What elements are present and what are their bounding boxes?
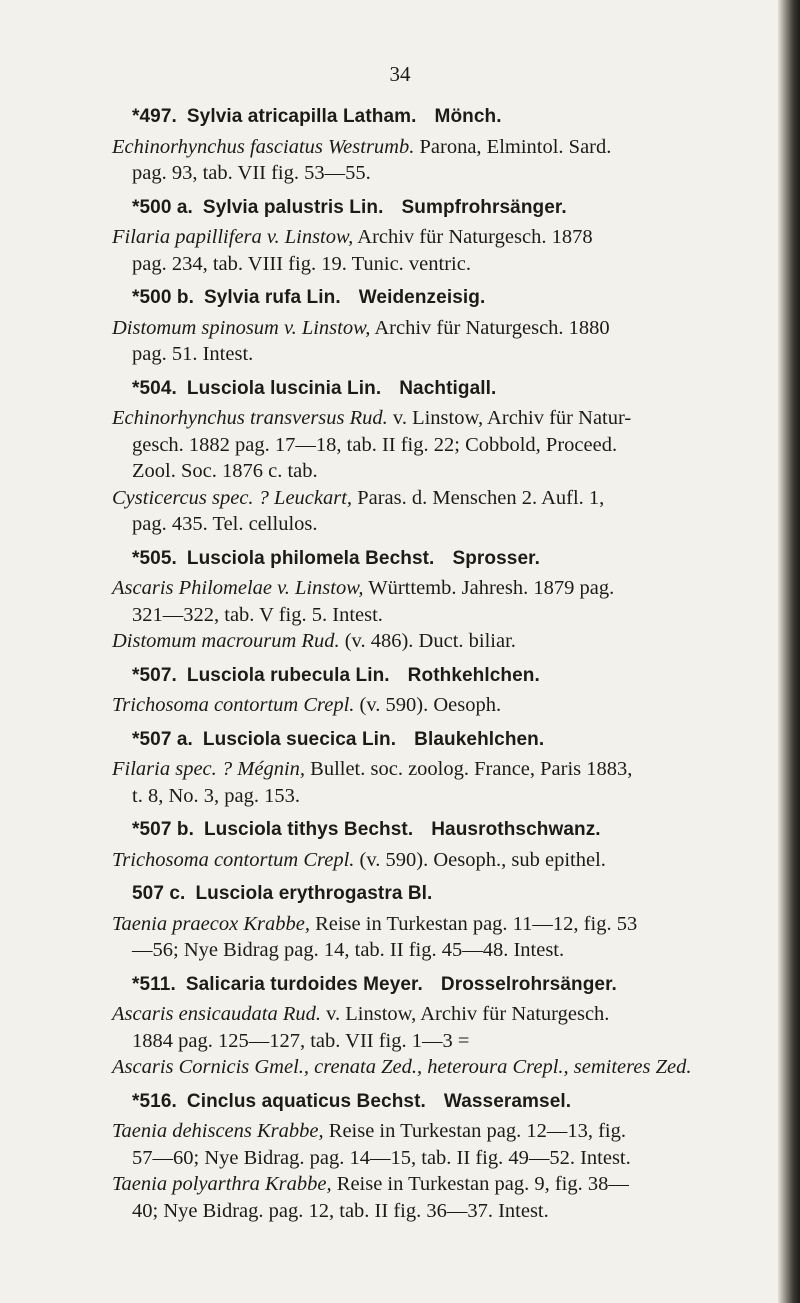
species-entry: [112, 285, 772, 368]
parasite-taxon: Echinorhynchus transversus Rud.: [112, 407, 388, 429]
citation-line: [112, 315, 772, 342]
citation-line: [112, 911, 772, 938]
entry-number: *500 a.: [132, 196, 193, 218]
citation-line: [112, 1054, 772, 1081]
entry-heading: [112, 376, 772, 403]
host-species: Lusciola philomela Bechst.: [186, 547, 435, 569]
species-entry: [112, 376, 772, 538]
parasite-taxon: Filaria papillifera v. Linstow,: [112, 226, 354, 248]
parasite-taxon: Trichosoma contortum Crepl.: [112, 694, 355, 716]
species-entry: [112, 663, 772, 719]
parasite-taxon: Taenia praecox Krabbe,: [112, 912, 310, 935]
parasite-taxon: Distomum macrourum Rud.: [112, 630, 340, 652]
reference-text: v. Linstow, Archiv für Natur-: [387, 407, 632, 429]
parasite-taxon: Ascaris ensicaudata Rud.: [112, 1003, 321, 1025]
species-entry: [112, 881, 772, 964]
entry-heading: [112, 104, 772, 131]
reference-text: Bullet. soc. zoolog. France, Paris 1883,: [305, 758, 633, 780]
reference-text: Reise in Turkestan pag. 12—13, fig.: [323, 1120, 627, 1142]
host-species: Lusciola rubecula Lin.: [186, 664, 390, 686]
common-name: Wasseramsel.: [443, 1090, 572, 1112]
citation-line: [112, 134, 772, 161]
species-entry: [112, 972, 772, 1081]
reference-text: Archiv für Naturgesch. 1880: [370, 316, 610, 339]
host-species: Salicaria turdoides Meyer.: [185, 973, 423, 995]
reference-text: (v. 486). Duct. biliar.: [339, 630, 516, 652]
reference-text: —56; Nye Bidrag pag. 14, tab. II fig. 45—48. Intest.: [132, 939, 565, 961]
citation-continuation: [112, 1028, 772, 1055]
entry-number: *505.: [132, 547, 177, 569]
reference-text: v. Linstow, Archiv für Naturgesch.: [320, 1003, 610, 1025]
entry-number: *507 a.: [132, 728, 193, 750]
citation-line: [112, 1171, 772, 1198]
host-species: Lusciola tithys Bechst.: [203, 819, 414, 840]
host-species: Sylvia rufa Lin.: [203, 287, 341, 308]
citation-line: [112, 628, 772, 655]
species-entry: [112, 1089, 772, 1225]
citation-line: [112, 224, 772, 251]
entry-heading: [112, 972, 772, 999]
citation-line: [112, 692, 772, 719]
common-name: Nachtigall.: [399, 377, 497, 399]
entry-number: 507 c.: [132, 883, 186, 904]
citation-line: [112, 756, 772, 783]
host-species: Lusciola suecica Lin.: [202, 728, 397, 750]
citation-continuation: [112, 1198, 772, 1225]
citation-continuation: [112, 432, 772, 459]
reference-text: Parona, Elmintol. Sard.: [414, 135, 612, 158]
citation-line: [112, 1118, 772, 1145]
host-species: Lusciola erythrogastra Bl.: [195, 883, 433, 904]
common-name: Hausrothschwanz.: [431, 819, 601, 840]
citation-continuation: [112, 160, 772, 187]
reference-text: t. 8, No. 3, pag. 153.: [132, 784, 300, 807]
reference-text: 321—322, tab. V fig. 5. Intest.: [132, 603, 383, 626]
common-name: Rothkehlchen.: [407, 664, 540, 686]
host-species: Sylvia palustris Lin.: [202, 196, 384, 218]
entry-heading: [112, 817, 772, 844]
citation-line: [112, 575, 772, 602]
parasite-taxon: Filaria spec. ? Mégnin,: [112, 758, 306, 780]
parasite-taxon: Cysticercus spec. ? Leuckart,: [112, 486, 353, 509]
host-species: Lusciola luscinia Lin.: [186, 377, 382, 399]
citation-continuation: [112, 602, 772, 629]
entry-heading: [112, 1089, 772, 1116]
parasite-taxon: Ascaris Philomelae v. Linstow,: [112, 577, 364, 599]
species-entry: [112, 546, 772, 655]
citation-line: [112, 485, 772, 512]
common-name: Sprosser.: [452, 547, 540, 569]
citation-continuation: [112, 458, 772, 485]
reference-text: Reise in Turkestan pag. 9, fig. 38—: [331, 1173, 629, 1195]
citation-continuation: [112, 251, 772, 278]
entry-number: *504.: [132, 377, 177, 399]
entry-number: *511.: [132, 973, 176, 995]
common-name: Mönch.: [434, 106, 502, 127]
citation-continuation: [112, 937, 772, 964]
parasite-taxon: Taenia dehiscens Krabbe,: [112, 1120, 324, 1142]
reference-text: Paras. d. Menschen 2. Aufl. 1,: [352, 486, 605, 509]
reference-text: 40; Nye Bidrag. pag. 12, tab. II fig. 36—37. Intest.: [132, 1199, 549, 1222]
parasite-taxon: Echinorhynchus fasciatus Westrumb.: [112, 135, 415, 158]
parasite-taxon: Ascaris Cornicis Gmel., crenata Zed., heteroura Crepl., semiteres Zed.: [112, 1056, 692, 1078]
reference-text: pag. 51. Intest.: [132, 343, 254, 365]
entry-heading: [112, 546, 772, 573]
citation-line: [112, 847, 772, 874]
reference-text: Reise in Turkestan pag. 11—12, fig. 53: [309, 912, 638, 935]
reference-text: (v. 590). Oesoph., sub epithel.: [354, 848, 606, 871]
entry-number: *516.: [132, 1090, 177, 1112]
common-name: Drosselrohrsänger.: [440, 973, 617, 995]
entry-number: *507 b.: [132, 819, 194, 840]
reference-text: pag. 234, tab. VIII fig. 19. Tunic. ventric.: [132, 252, 471, 275]
entry-heading: [112, 663, 772, 690]
species-entry: [112, 195, 772, 278]
reference-text: Zool. Soc. 1876 c. tab.: [132, 460, 318, 482]
citation-line: [112, 1001, 772, 1028]
common-name: Sumpfrohrsänger.: [401, 196, 567, 218]
parasite-taxon: Distomum spinosum v. Linstow,: [112, 316, 371, 339]
entry-heading: [112, 195, 772, 222]
page-number: 34: [389, 62, 411, 86]
common-name: Blaukehlchen.: [414, 728, 545, 750]
entry-heading: [112, 881, 772, 908]
entry-list: [112, 104, 772, 1232]
species-entry: [112, 817, 772, 873]
reference-text: (v. 590). Oesoph.: [354, 694, 502, 716]
species-entry: [112, 727, 772, 810]
parasite-taxon: Taenia polyarthra Krabbe,: [112, 1173, 332, 1195]
citation-continuation: [112, 511, 772, 538]
host-species: Sylvia atricapilla Latham.: [186, 106, 417, 127]
citation-continuation: [112, 1145, 772, 1172]
species-entry: [112, 104, 772, 187]
reference-text: gesch. 1882 pag. 17—18, tab. II fig. 22; Cobbold, Proceed.: [132, 433, 618, 456]
entry-number: *500 b.: [132, 287, 194, 308]
entry-heading: [112, 285, 772, 312]
entry-heading: [112, 727, 772, 754]
citation-continuation: [112, 341, 772, 368]
citation-line: [112, 405, 772, 432]
page-edge-shadow: [778, 0, 800, 1303]
citation-continuation: [112, 783, 772, 810]
reference-text: 1884 pag. 125—127, tab. VII fig. 1—3 =: [132, 1029, 470, 1052]
entry-number: *497.: [132, 106, 177, 127]
parasite-taxon: Trichosoma contortum Crepl.: [112, 848, 355, 871]
reference-text: pag. 93, tab. VII fig. 53—55.: [132, 162, 371, 184]
common-name: Weidenzeisig.: [358, 287, 486, 308]
reference-text: pag. 435. Tel. cellulos.: [132, 513, 318, 535]
reference-text: Württemb. Jahresh. 1879 pag.: [363, 577, 615, 599]
host-species: Cinclus aquaticus Bechst.: [186, 1090, 426, 1112]
entry-number: *507.: [132, 664, 177, 686]
reference-text: Archiv für Naturgesch. 1878: [353, 226, 593, 248]
reference-text: 57—60; Nye Bidrag. pag. 14—15, tab. II fig. 49—52. Intest.: [132, 1146, 631, 1169]
